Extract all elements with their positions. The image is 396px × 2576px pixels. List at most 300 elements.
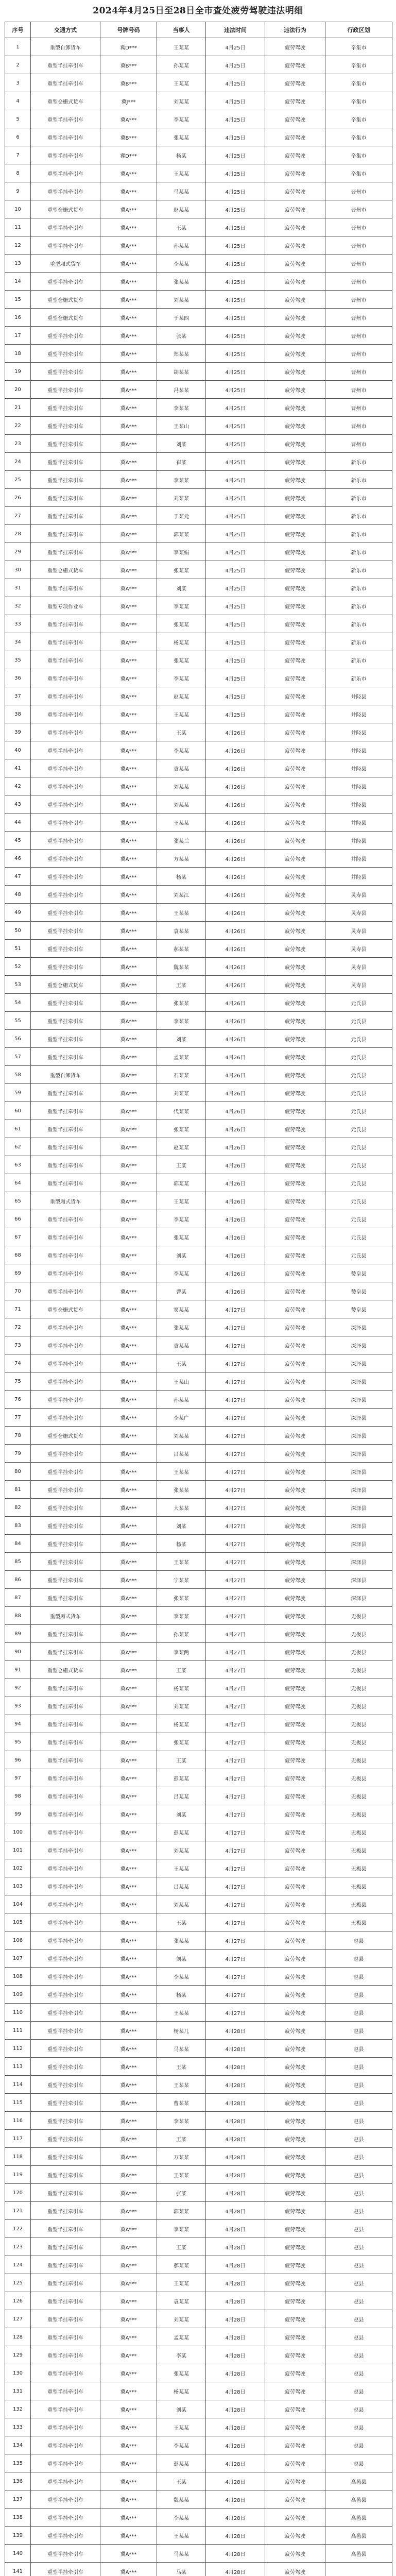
column-header: 交通方式 [31,22,100,38]
table-row [5,74,392,92]
row-index-cell: 106 [5,1931,31,1950]
party-name-cell: 张某某 [157,1318,206,1336]
row-index-cell: 49 [5,904,31,922]
violation-type-cell: 疲劳驾驶 [265,651,325,669]
table-row [5,2256,392,2274]
vehicle-type-cell: 重型半挂牵引车 [31,832,100,850]
row-index-cell: 9 [5,182,31,200]
district-cell: 赵县 [325,2382,392,2400]
party-name-cell: 张某兰 [157,832,206,850]
plate-number-cell: 冀A*** [100,453,157,471]
row-index-cell: 135 [5,2454,31,2472]
violation-date-cell: 4月27日 [206,1931,265,1950]
violation-type-cell: 疲劳驾驶 [265,1463,325,1481]
plate-number-cell: 冀A*** [100,2130,157,2148]
district-cell: 辛集市 [325,164,392,182]
district-cell: 新乐市 [325,651,392,669]
table-row [5,507,392,525]
plate-number-cell: 冀A*** [100,1102,157,1120]
plate-number-cell: 冀A*** [100,2094,157,2112]
violation-type-cell: 疲劳驾驶 [265,255,325,273]
plate-number-cell: 冀A*** [100,2058,157,2076]
violation-date-cell: 4月26日 [206,850,265,868]
row-index-cell: 76 [5,1391,31,1409]
party-name-cell: 王某某 [157,1463,206,1481]
violation-date-cell: 4月26日 [206,868,265,886]
district-cell: 深泽县 [325,1336,392,1354]
violation-date-cell: 4月28日 [206,2256,265,2274]
table-row [5,1372,392,1391]
district-cell: 赵县 [325,2004,392,2022]
violation-date-cell: 4月25日 [206,525,265,543]
violation-date-cell: 4月27日 [206,1661,265,1679]
party-name-cell: 崔某 [157,453,206,471]
plate-number-cell: 冀A*** [100,1463,157,1481]
table-row [5,453,392,471]
plate-number-cell: 冀B*** [100,128,157,146]
party-name-cell: 刘某某 [157,92,206,110]
district-cell: 新乐市 [325,669,392,687]
party-name-cell: 王某某 [157,814,206,832]
violation-date-cell: 4月26日 [206,1174,265,1192]
violation-type-cell: 疲劳驾驶 [265,1895,325,1913]
plate-number-cell: 冀A*** [100,1661,157,1679]
column-header: 序号 [5,22,31,38]
table-row [5,2076,392,2094]
district-cell: 辛集市 [325,56,392,74]
plate-number-cell: 冀D*** [100,38,157,56]
district-cell: 高邑县 [325,2490,392,2509]
violation-type-cell: 疲劳驾驶 [265,435,325,453]
violation-date-cell: 4月28日 [206,2220,265,2238]
violation-type-cell: 疲劳驾驶 [265,291,325,309]
district-cell: 赵县 [325,1968,392,1986]
vehicle-type-cell: 重型半挂牵引车 [31,1535,100,1553]
row-index-cell: 53 [5,976,31,994]
plate-number-cell: 冀D*** [100,146,157,164]
violation-type-cell: 疲劳驾驶 [265,2166,325,2184]
table-row [5,1715,392,1733]
vehicle-type-cell: 重型半挂牵引车 [31,1931,100,1950]
violation-date-cell: 4月28日 [206,2364,265,2382]
violation-date-cell: 4月27日 [206,1859,265,1877]
column-header: 当事人 [157,22,206,38]
vehicle-type-cell: 重型半挂牵引车 [31,1913,100,1931]
row-index-cell: 2 [5,56,31,74]
table-row [5,471,392,489]
district-cell: 赵县 [325,2076,392,2094]
vehicle-type-cell: 重型半挂牵引车 [31,453,100,471]
violation-type-cell: 疲劳驾驶 [265,1679,325,1697]
row-index-cell: 4 [5,92,31,110]
district-cell: 井陉县 [325,795,392,814]
table-row [5,2094,392,2112]
row-index-cell: 134 [5,2436,31,2454]
violation-date-cell: 4月27日 [206,1463,265,1481]
party-name-cell: 刘某某 [157,777,206,795]
violation-type-cell: 疲劳驾驶 [265,850,325,868]
table-row [5,146,392,164]
party-name-cell: 王某某 [157,74,206,92]
row-index-cell: 34 [5,633,31,651]
vehicle-type-cell: 重型半挂牵引车 [31,2058,100,2076]
violation-date-cell: 4月25日 [206,327,265,345]
vehicle-type-cell: 重型半挂牵引车 [31,128,100,146]
violation-type-cell: 疲劳驾驶 [265,2527,325,2545]
vehicle-type-cell: 重型半挂牵引车 [31,381,100,399]
district-cell: 晋州市 [325,399,392,417]
district-cell: 无极县 [325,1913,392,1931]
party-name-cell: 彭某某 [157,2454,206,2472]
table-row [5,2364,392,2382]
table-row [5,741,392,759]
plate-number-cell: 冀A*** [100,2472,157,2490]
vehicle-type-cell: 重型半挂牵引车 [31,2256,100,2274]
plate-number-cell: 冀A*** [100,345,157,363]
table-row [5,489,392,507]
vehicle-type-cell: 重型半挂牵引车 [31,1751,100,1769]
plate-number-cell: 冀B*** [100,74,157,92]
vehicle-type-cell: 重型半挂牵引车 [31,2076,100,2094]
vehicle-type-cell: 重型半挂牵引车 [31,1517,100,1535]
vehicle-type-cell: 重型半挂牵引车 [31,218,100,236]
vehicle-type-cell: 重型半挂牵引车 [31,1264,100,1282]
party-name-cell: 马某 [157,2563,206,2576]
table-row [5,1895,392,1913]
violation-type-cell: 疲劳驾驶 [265,1607,325,1625]
plate-number-cell: 冀A*** [100,1300,157,1318]
plate-number-cell: 冀A*** [100,741,157,759]
plate-number-cell: 冀A*** [100,795,157,814]
row-index-cell: 1 [5,38,31,56]
vehicle-type-cell: 重型专项作业车 [31,597,100,615]
vehicle-type-cell: 重型半挂牵引车 [31,489,100,507]
violation-date-cell: 4月25日 [206,345,265,363]
violation-date-cell: 4月28日 [206,2436,265,2454]
row-index-cell: 80 [5,1463,31,1481]
district-cell: 高邑县 [325,2545,392,2563]
violation-type-cell: 疲劳驾驶 [265,2454,325,2472]
party-name-cell: 张某某 [157,1120,206,1138]
party-name-cell: 张某某 [157,2364,206,2382]
violation-type-cell: 疲劳驾驶 [265,2148,325,2166]
row-index-cell: 8 [5,164,31,182]
row-index-cell: 72 [5,1318,31,1336]
vehicle-type-cell: 重型仓栅式货车 [31,291,100,309]
party-name-cell: 李某某 [157,2220,206,2238]
party-name-cell: 孟某某 [157,1048,206,1066]
row-index-cell: 40 [5,741,31,759]
violation-date-cell: 4月26日 [206,777,265,795]
vehicle-type-cell: 重型半挂牵引车 [31,273,100,291]
plate-number-cell: 冀A*** [100,2527,157,2545]
violation-date-cell: 4月26日 [206,976,265,994]
vehicle-type-cell: 重型半挂牵引车 [31,723,100,741]
party-name-cell: 吕某某 [157,1877,206,1895]
row-index-cell: 90 [5,1643,31,1661]
row-index-cell: 116 [5,2112,31,2130]
party-name-cell: 郝某某 [157,2256,206,2274]
district-cell: 赵县 [325,2346,392,2364]
vehicle-type-cell: 重型厢式货车 [31,1192,100,1210]
district-cell: 新乐市 [325,507,392,525]
district-cell: 深泽县 [325,1481,392,1499]
violation-date-cell: 4月27日 [206,1968,265,1986]
row-index-cell: 18 [5,345,31,363]
violation-type-cell: 疲劳驾驶 [265,1048,325,1066]
vehicle-type-cell: 重型半挂牵引车 [31,2238,100,2256]
party-name-cell: 于某四 [157,309,206,327]
district-cell: 赵县 [325,1931,392,1950]
vehicle-type-cell: 重型半挂牵引车 [31,2545,100,2563]
table-row [5,1499,392,1517]
plate-number-cell: 冀B*** [100,56,157,74]
row-index-cell: 13 [5,255,31,273]
plate-number-cell: 冀A*** [100,2545,157,2563]
plate-number-cell: 冀A*** [100,273,157,291]
district-cell: 赵县 [325,2058,392,2076]
row-index-cell: 88 [5,1607,31,1625]
district-cell: 辛集市 [325,92,392,110]
row-index-cell: 14 [5,273,31,291]
plate-number-cell: 冀A*** [100,1174,157,1192]
party-name-cell: 王某某 [157,1192,206,1210]
district-cell: 元氏县 [325,1030,392,1048]
party-name-cell: 杨某 [157,146,206,164]
violation-type-cell: 疲劳驾驶 [265,2040,325,2058]
violation-date-cell: 4月26日 [206,1156,265,1174]
violation-date-cell: 4月26日 [206,1120,265,1138]
party-name-cell: 王某某 [157,164,206,182]
plate-number-cell: 冀A*** [100,1138,157,1156]
party-name-cell: 李某某 [157,110,206,128]
table-row [5,2400,392,2418]
district-cell: 赞皇县 [325,1282,392,1300]
plate-number-cell: 冀A*** [100,1391,157,1409]
violation-date-cell: 4月27日 [206,1733,265,1751]
row-index-cell: 95 [5,1733,31,1751]
row-index-cell: 114 [5,2076,31,2094]
plate-number-cell: 冀A*** [100,2563,157,2576]
table-row [5,1950,392,1968]
party-name-cell: 李某某 [157,255,206,273]
plate-number-cell: 冀A*** [100,399,157,417]
table-row [5,1463,392,1481]
violation-type-cell: 疲劳驾驶 [265,182,325,200]
vehicle-type-cell: 重型半挂牵引车 [31,1823,100,1841]
district-cell: 深泽县 [325,1553,392,1571]
row-index-cell: 113 [5,2058,31,2076]
table-row [5,1841,392,1859]
violation-type-cell: 疲劳驾驶 [265,1499,325,1517]
violation-type-cell: 疲劳驾驶 [265,2292,325,2310]
plate-number-cell: 冀A*** [100,543,157,561]
row-index-cell: 65 [5,1192,31,1210]
vehicle-type-cell: 重型自卸货车 [31,38,100,56]
violation-date-cell: 4月25日 [206,200,265,218]
plate-number-cell: 冀A*** [100,2112,157,2130]
violation-type-cell: 疲劳驾驶 [265,1697,325,1715]
vehicle-type-cell: 重型半挂牵引车 [31,1156,100,1174]
vehicle-type-cell: 重型半挂牵引车 [31,2274,100,2292]
party-name-cell: 刘某某 [157,2310,206,2328]
violation-date-cell: 4月28日 [206,2563,265,2576]
violation-type-cell: 疲劳驾驶 [265,489,325,507]
vehicle-type-cell: 重型半挂牵引车 [31,868,100,886]
violation-type-cell: 疲劳驾驶 [265,1733,325,1751]
violation-type-cell: 疲劳驾驶 [265,1282,325,1300]
plate-number-cell: 冀A*** [100,687,157,705]
row-index-cell: 93 [5,1697,31,1715]
vehicle-type-cell: 重型半挂牵引车 [31,850,100,868]
row-index-cell: 99 [5,1805,31,1823]
violation-type-cell: 疲劳驾驶 [265,940,325,958]
table-row [5,1823,392,1841]
row-index-cell: 66 [5,1210,31,1228]
vehicle-type-cell: 重型半挂牵引车 [31,327,100,345]
row-index-cell: 112 [5,2040,31,2058]
party-name-cell: 马某某 [157,2040,206,2058]
vehicle-type-cell: 重型半挂牵引车 [31,1228,100,1246]
violation-date-cell: 4月25日 [206,615,265,633]
table-row [5,723,392,741]
table-row [5,381,392,399]
plate-number-cell: 冀A*** [100,327,157,345]
row-index-cell: 140 [5,2545,31,2563]
party-name-cell: 李某某 [157,597,206,615]
violation-type-cell: 疲劳驾驶 [265,1877,325,1895]
plate-number-cell: 冀A*** [100,1697,157,1715]
party-name-cell: 王某 [157,1661,206,1679]
violation-date-cell: 4月26日 [206,814,265,832]
violation-type-cell: 疲劳驾驶 [265,2202,325,2220]
party-name-cell: 李某某 [157,1210,206,1228]
violation-type-cell: 疲劳驾驶 [265,2130,325,2148]
plate-number-cell: 冀A*** [100,1535,157,1553]
party-name-cell: 吕某某 [157,1445,206,1463]
table-row [5,38,392,56]
violation-date-cell: 4月25日 [206,507,265,525]
violation-type-cell: 疲劳驾驶 [265,741,325,759]
violation-date-cell: 4月25日 [206,110,265,128]
district-cell: 无极县 [325,1643,392,1661]
row-index-cell: 92 [5,1679,31,1697]
party-name-cell: 孙某某 [157,1625,206,1643]
party-name-cell: 赵某某 [157,1138,206,1156]
district-cell: 井陉县 [325,814,392,832]
violation-type-cell: 疲劳驾驶 [265,669,325,687]
violation-date-cell: 4月25日 [206,687,265,705]
district-cell: 无极县 [325,1607,392,1625]
violation-date-cell: 4月27日 [206,1841,265,1859]
violation-date-cell: 4月26日 [206,832,265,850]
party-name-cell: 王某某 [157,904,206,922]
district-cell: 赵县 [325,1986,392,2004]
plate-number-cell: 冀A*** [100,832,157,850]
violation-type-cell: 疲劳驾驶 [265,687,325,705]
violation-type-cell: 疲劳驾驶 [265,904,325,922]
violation-date-cell: 4月25日 [206,38,265,56]
table-row [5,1192,392,1210]
table-row [5,525,392,543]
table-row [5,1174,392,1192]
row-index-cell: 5 [5,110,31,128]
party-name-cell: 宁某某 [157,1571,206,1589]
plate-number-cell: 冀A*** [100,1553,157,1571]
plate-number-cell: 冀A*** [100,381,157,399]
district-cell: 辛集市 [325,38,392,56]
district-cell: 赵县 [325,2238,392,2256]
plate-number-cell: 冀A*** [100,1589,157,1607]
violation-type-cell: 疲劳驾驶 [265,1336,325,1354]
plate-number-cell: 冀A*** [100,2454,157,2472]
plate-number-cell: 冀A*** [100,2400,157,2418]
violation-date-cell: 4月27日 [206,1697,265,1715]
violation-date-cell: 4月27日 [206,1895,265,1913]
vehicle-type-cell: 重型半挂牵引车 [31,1372,100,1391]
table-row [5,1805,392,1823]
party-name-cell: 王某 [157,218,206,236]
violation-type-cell: 疲劳驾驶 [265,38,325,56]
table-row [5,2220,392,2238]
vehicle-type-cell: 重型半挂牵引车 [31,1877,100,1895]
district-cell: 高邑县 [325,2509,392,2527]
violation-date-cell: 4月27日 [206,1409,265,1427]
violation-date-cell: 4月26日 [206,1102,265,1120]
plate-number-cell: 冀A*** [100,940,157,958]
row-index-cell: 139 [5,2527,31,2545]
row-index-cell: 69 [5,1264,31,1282]
vehicle-type-cell: 重型半挂牵引车 [31,759,100,777]
violation-date-cell: 4月26日 [206,1084,265,1102]
party-name-cell: 刘某 [157,2400,206,2418]
party-name-cell: 马某某 [157,2545,206,2563]
plate-number-cell: 冀A*** [100,2256,157,2274]
party-name-cell: 魏某某 [157,958,206,976]
vehicle-type-cell: 重型半挂牵引车 [31,1499,100,1517]
violation-date-cell: 4月26日 [206,886,265,904]
party-name-cell: 曹某 [157,1282,206,1300]
row-index-cell: 74 [5,1354,31,1372]
violation-date-cell: 4月28日 [206,2166,265,2184]
district-cell: 赵县 [325,2184,392,2202]
district-cell: 元氏县 [325,1066,392,1084]
row-index-cell: 97 [5,1769,31,1787]
row-index-cell: 111 [5,2022,31,2040]
vehicle-type-cell: 重型半挂牵引车 [31,56,100,74]
party-name-cell: 赵某某 [157,687,206,705]
violation-date-cell: 4月26日 [206,940,265,958]
table-row [5,273,392,291]
plate-number-cell: 冀A*** [100,2076,157,2094]
violation-date-cell: 4月26日 [206,1138,265,1156]
violation-type-cell: 疲劳驾驶 [265,1950,325,1968]
table-row [5,1264,392,1282]
plate-number-cell: 冀A*** [100,1950,157,1968]
violation-date-cell: 4月27日 [206,1913,265,1931]
row-index-cell: 6 [5,128,31,146]
party-name-cell: 马某某 [157,182,206,200]
table-row [5,1607,392,1625]
district-cell: 深泽县 [325,1499,392,1517]
party-name-cell: 孙某某 [157,1391,206,1409]
party-name-cell: 王某 [157,2472,206,2490]
violation-date-cell: 4月25日 [206,164,265,182]
table-row [5,236,392,255]
vehicle-type-cell: 重型半挂牵引车 [31,687,100,705]
violation-type-cell: 疲劳驾驶 [265,236,325,255]
violation-type-cell: 疲劳驾驶 [265,2004,325,2022]
